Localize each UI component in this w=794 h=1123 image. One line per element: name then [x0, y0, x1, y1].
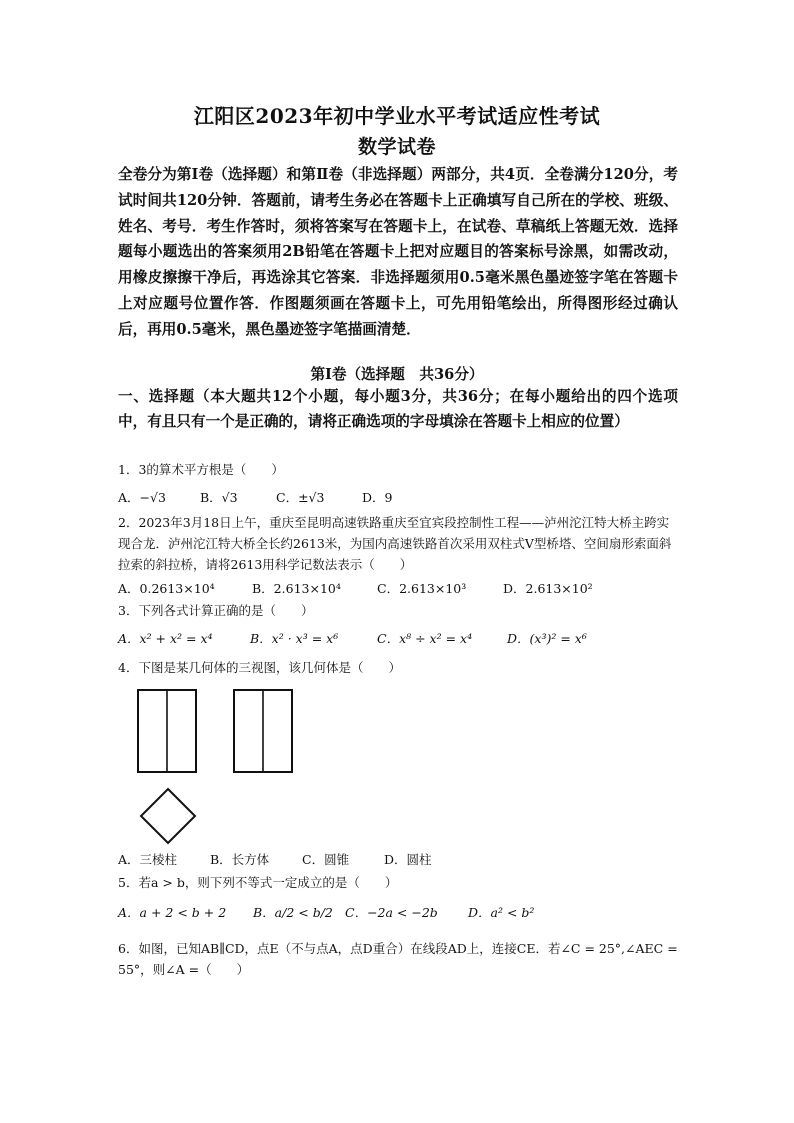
q2-option-a[interactable]: A．0.2613×10⁴	[118, 581, 215, 596]
question-1-stem: 1．3的算术平方根是（ ）	[118, 462, 284, 477]
section-title: 第Ⅰ卷（选择题 共36分）	[310, 366, 484, 383]
question-5-stem: 5．若a > b，则下列不等式一定成立的是（ ）	[118, 875, 398, 890]
q3-option-c[interactable]: C．x⁸ ÷ x² = x⁴	[377, 631, 473, 646]
exam-instructions: 全卷分为第Ⅰ卷（选择题）和第Ⅱ卷（非选择题）两部分，共4页．全卷满分120分，考试时间共120分钟．答题前，请考生务必在答题卡上正确填写自己所在的学校、班级、姓名、考号．考生作答时，须将答案写在答题卡上，在试卷、草稿纸上答题无效．选择题每小题选出的答案须用2B铅笔在答题卡上把对应题目的答案标号涂黑，如需改动，用橡皮擦擦干净后，再选涂其它答案．非选择题须用0.5毫米黑色墨迹签字笔在答题卡上对应题号位置作答．作图题须画在答题卡上，可先用铅笔绘出，所得图形经过确认后，再用0.5毫米，黑色墨迹签字笔描画清楚．	[118, 166, 678, 338]
question-1-options	[118, 488, 392, 506]
q5-option-a[interactable]: A．a + 2 < b + 2	[118, 905, 227, 920]
question-4-options	[118, 850, 432, 868]
top-view	[141, 789, 195, 843]
exam-subject: 数学试卷	[357, 136, 436, 158]
question-3-options	[118, 629, 587, 647]
q4-option-c[interactable]: C．圆锥	[302, 852, 350, 867]
q3-option-d[interactable]: D．(x³)² = x⁶	[507, 631, 587, 646]
q5-option-d[interactable]: D．a² < b²	[468, 905, 535, 920]
q1-option-a[interactable]: A．−√3	[118, 490, 166, 505]
part-one-heading: 一、选择题（本大题共12个小题，每小题3分，共36分；在每小题给出的四个选项中，有且只有一个是正确的，请将正确选项的字母填涂在答题卡上相应的位置）	[118, 388, 678, 430]
q4-option-d[interactable]: D．圆柱	[384, 852, 432, 867]
question-2-options	[118, 579, 593, 597]
q1-option-d[interactable]: D．9	[362, 490, 393, 505]
question-4-stem: 4．下图是某几何体的三视图，该几何体是（ ）	[118, 660, 401, 675]
q1-option-c[interactable]: C．±√3	[276, 490, 325, 505]
question-6-stem: 6．如图，已知AB∥CD，点E（不与点A，点D重合）在线段AD上，连接CE．若∠C = 25°,∠AEC = 55°，则∠A =（ ）	[118, 941, 678, 977]
question-2-stem: 2．2023年3月18日上午，重庆至昆明高速铁路重庆至宜宾段控制性工程——泸州沱江特大桥主跨实现合龙．泸州沱江特大桥全长约2613米，为国内高速铁路首次采用双柱式V型桥塔、空间扇形索面斜拉索的斜拉桥，请将2613用科学记数法表示（ ）	[118, 515, 672, 572]
q2-option-b[interactable]: B．2.613×10⁴	[252, 581, 341, 596]
exam-title: 江阳区2023年初中学业水平考试适应性考试	[193, 104, 601, 128]
q4-option-a[interactable]: A．三棱柱	[118, 852, 178, 867]
q5-option-b[interactable]: B．a/2 < b/2	[253, 905, 333, 920]
question-3-stem: 3．下列各式计算正确的是（ ）	[118, 603, 314, 618]
question-5-options	[118, 903, 534, 921]
q3-option-a[interactable]: A．x² + x² = x⁴	[118, 631, 213, 646]
q1-option-b[interactable]: B．√3	[200, 490, 238, 505]
q2-option-c[interactable]: C．2.613×10³	[377, 581, 467, 596]
q4-option-b[interactable]: B．长方体	[210, 852, 270, 867]
q2-option-d[interactable]: D．2.613×10²	[503, 581, 593, 596]
q3-option-b[interactable]: B．x² · x³ = x⁶	[250, 631, 339, 646]
three-view-diagram	[130, 685, 300, 845]
q5-option-c[interactable]: C．−2a < −2b	[345, 905, 438, 920]
